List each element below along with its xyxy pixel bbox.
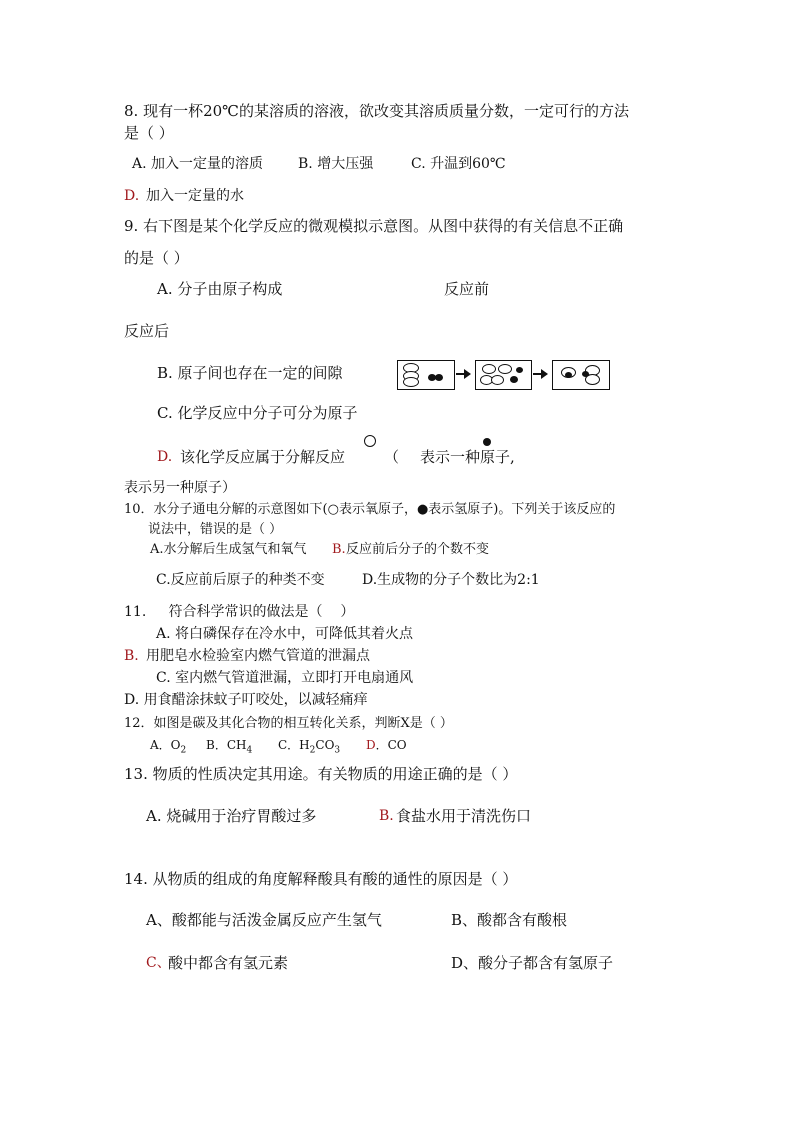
q11-stem: 11. 符合科学常识的做法是（ ） <box>124 604 355 620</box>
molecule-atom-solid <box>510 376 518 383</box>
q12-option-d: D．CO <box>366 738 407 752</box>
q8-option-a: A. 加入一定量的溶质 <box>132 156 264 172</box>
q14-option-c-letter: C、 <box>146 955 171 971</box>
q10-option-d: D.生成物的分子个数比为2:1 <box>362 572 540 588</box>
q8-option-c: C. 升温到60℃ <box>411 156 506 172</box>
q8-option-d-letter: D. <box>124 188 140 204</box>
q9-stem-line1: 9. 右下图是某个化学反应的微观模拟示意图。从图中获得的有关信息不正确 <box>124 217 624 235</box>
q12-option-c: C．$H_2CO_3$ <box>278 738 341 756</box>
molecule-atom-open <box>482 364 496 374</box>
q9-option-d-text: 该化学反应属于分解反应 <box>180 448 346 466</box>
q12-option-b: B．$CH_4$ <box>206 738 253 756</box>
q11-option-b-text: 用肥皂水检验室内燃气管道的泄漏点 <box>146 648 370 664</box>
q9-option-c: C. 化学反应中分子可分为原子 <box>157 404 358 422</box>
q10-option-a: A.水分解后生成氢气和氧气 <box>150 542 307 557</box>
q13-stem: 13. 物质的性质决定其用途。有关物质的用途正确的是（ ） <box>124 765 518 783</box>
molecule-atom-open <box>403 377 419 387</box>
molecule-atom-solid <box>582 371 589 377</box>
reaction-middle-box <box>475 360 532 390</box>
molecule-atom-solid <box>516 367 523 373</box>
q9-option-a: A. 分子由原子构成 <box>157 280 283 298</box>
q9-option-b: B. 原子间也存在一定的间隙 <box>157 364 343 382</box>
legend-open-atom-icon <box>364 435 376 447</box>
molecule-atom-open <box>498 364 512 374</box>
q9-stem-line2: 的是（ ） <box>124 249 189 267</box>
q10-stem-line2: 说法中，错误的是（ ） <box>148 522 283 537</box>
legend-solid-atom-icon <box>483 438 491 446</box>
q9-legend-open-paren: （ <box>384 448 400 466</box>
q13-option-b-letter: B. <box>379 808 394 824</box>
q11-option-d: D. 用食醋涂抹蚊子叮咬处，以减轻痛痒 <box>124 692 368 708</box>
q10-option-c: C.反应前后原子的种类不变 <box>156 572 325 588</box>
q13-option-b-text: 食盐水用于清洗伤口 <box>396 807 532 825</box>
q14-option-b: B、酸都含有酸根 <box>451 911 568 929</box>
reaction-arrow-2 <box>533 373 546 375</box>
q14-option-d: D、酸分子都含有氢原子 <box>451 954 614 972</box>
reaction-arrow-1 <box>456 373 469 375</box>
q11-option-c: C. 室内燃气管道泄漏，立即打开电扇通风 <box>156 670 414 686</box>
q9-legend-text: 表示一种原子, <box>420 448 515 466</box>
q9-label-before: 反应前 <box>444 280 490 298</box>
molecule-atom-solid <box>565 372 572 378</box>
q14-option-a: A、酸都能与活泼金属反应产生氢气 <box>146 911 382 929</box>
q12-stem: 12．如图是碳及其化合物的相互转化关系，判断X是（ ） <box>124 716 453 731</box>
q11-option-a: A. 将白磷保存在冷水中，可降低其着火点 <box>156 626 414 642</box>
molecule-atom-open <box>491 375 504 385</box>
q13-option-a: A. 烧碱用于治疗胃酸过多 <box>146 807 317 825</box>
molecule-atom-solid <box>435 374 443 381</box>
q8-option-d-text: 加入一定量的水 <box>146 188 244 204</box>
q9-option-d-letter: D. <box>157 449 173 465</box>
reaction-before-box <box>397 360 455 390</box>
q9-legend-tail: 表示另一种原子） <box>124 480 236 496</box>
q10-option-b-letter: B. <box>332 542 346 557</box>
q8-stem-line1: 8. 现有一杯20℃的某溶质的溶液，欲改变其溶质质量分数，一定可行的方法 <box>124 102 629 120</box>
q14-stem: 14. 从物质的组成的角度解释酸具有酸的通性的原因是（ ） <box>124 870 518 888</box>
q9-label-after: 反应后 <box>124 322 170 340</box>
q10-stem-line1: 10．水分子通电分解的示意图如下(○表示氧原子，●表示氢原子)。下列关于该反应的 <box>124 502 616 517</box>
q12-option-a: A．$O_2$ <box>150 738 187 756</box>
q11-option-b-letter: B. <box>124 648 139 664</box>
q10-option-b-text: 反应前后分子的个数不变 <box>346 542 490 557</box>
q8-option-b: B. 增大压强 <box>298 156 374 172</box>
q14-option-c-text: 酸中都含有氢元素 <box>168 954 289 972</box>
reaction-after-box <box>552 360 610 390</box>
q8-stem-line2: 是（ ） <box>124 124 174 142</box>
